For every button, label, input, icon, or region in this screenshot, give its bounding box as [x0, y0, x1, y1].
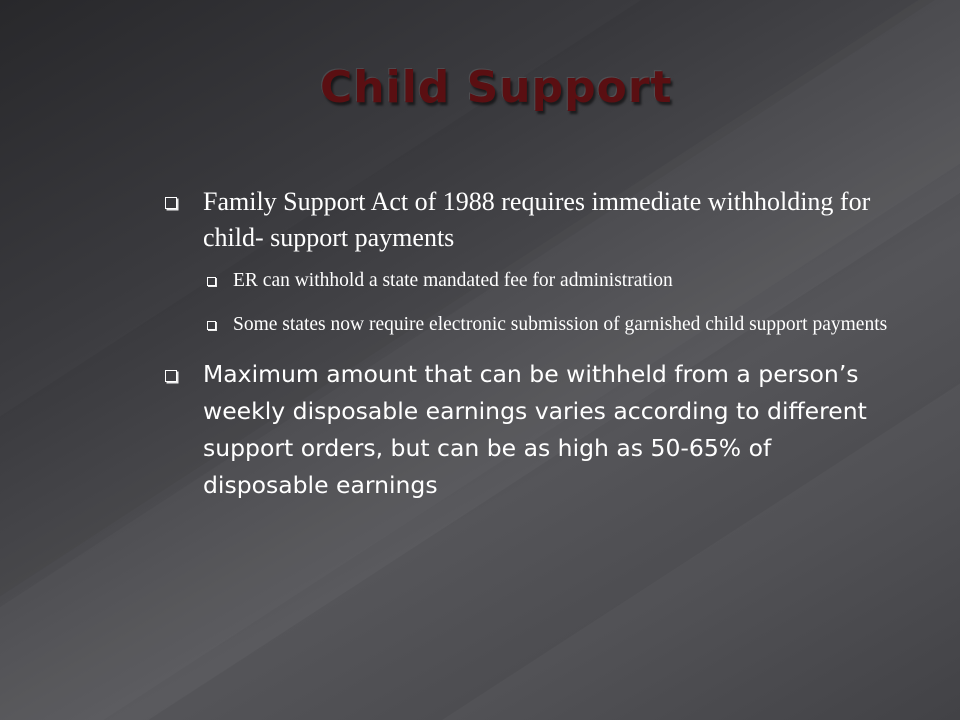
checkbox-square-icon [207, 277, 216, 286]
bullet-item [165, 184, 895, 256]
checkbox-square-icon [165, 370, 177, 382]
slide-title: Child Support [320, 62, 673, 113]
checkbox-square-icon [165, 197, 177, 209]
sub-bullet-item [207, 266, 895, 296]
bullet-text: Maximum amount that can be withheld from a person’s weekly disposable earnings varies according to different support orders, but can be as high as 50-65% of disposable earnings [203, 360, 867, 499]
bullet-text: Family Support Act of 1988 requires immediate withholding for child- support payments [203, 187, 871, 252]
sub-bullet-text: ER can withhold a state mandated fee for administration [233, 270, 673, 291]
sub-bullet-text: Some states now require electronic submission of garnished child support payments [233, 314, 888, 335]
sub-bullet-item [207, 310, 895, 340]
slide-body [165, 184, 895, 504]
checkbox-square-icon [207, 321, 216, 330]
bullet-item [165, 356, 895, 504]
